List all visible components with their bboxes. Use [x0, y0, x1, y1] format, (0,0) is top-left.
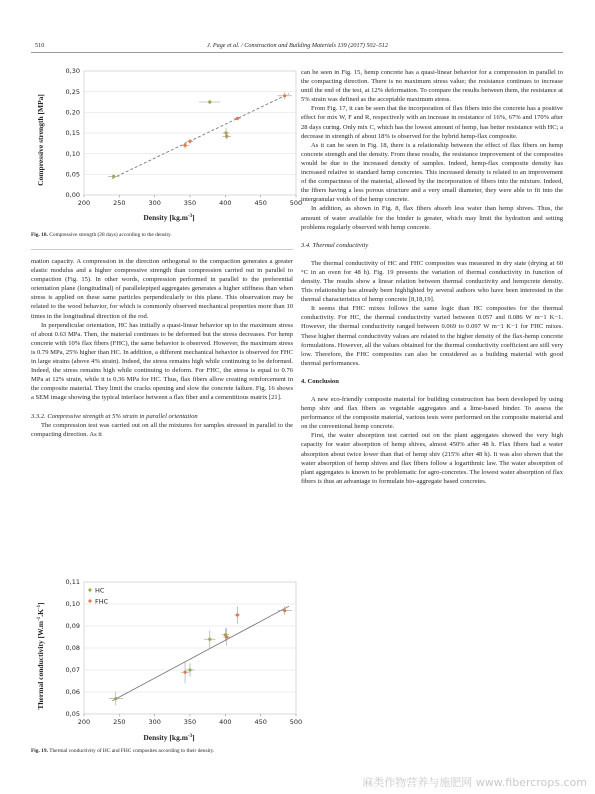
fig19-xtick-label: 250 — [113, 718, 126, 726]
section-4-heading: 4. Conclusion — [301, 377, 339, 385]
fig19-legend-marker — [88, 588, 91, 591]
fig18-caption — [31, 232, 293, 239]
right-para-7: A new eco-friendly composite material for building construction has been developed by using hemp shiv and flax fibers as vegetable aggregates and a lime-based binder. To assess the performance of the composite material, various tests were performed on the composite material and on the conventional hemp concrete. — [301, 396, 563, 431]
fig19-data-point — [208, 638, 211, 641]
fig19-caption-label: Fig. 19. — [31, 748, 48, 754]
fig19-ytick-label: 0,06 — [65, 688, 80, 697]
fig19-xtick-label: 300 — [148, 718, 161, 726]
fig18-data-point — [236, 117, 239, 120]
fig19-legend-label: HC — [95, 586, 105, 595]
right-column — [301, 68, 563, 486]
fig18-ytick-label: 0,10 — [65, 149, 80, 158]
right-para-2: From Fig. 17, it can be seen that the incorporation of flax fibers into the concrete has a positive effect for mix W, F and R, respectively with an increase in resistance of 16%, 67% and 170% after 28 days curing. Only mix C, which has the lowest amount of hemp, has better resistance with HC; a decrease in strength of about 18% is observed for the hybrid hemp-flax composite. — [301, 105, 563, 140]
page-number: 510 — [35, 42, 45, 49]
fig19-ylabel: Thermal conductivity $[W.m^{-1}.K^{-1}]$ — [36, 602, 45, 710]
fig18-ytick-label: 0,05 — [65, 170, 80, 179]
fig19-ytick-label: 0,08 — [65, 644, 80, 653]
fig19-xtick-label: 400 — [219, 718, 232, 726]
fig19-data-point — [236, 613, 239, 616]
fig18-data-point — [208, 100, 211, 103]
fig19-caption — [31, 748, 293, 755]
section-3-4-heading: 3.4. Thermal conductivity — [301, 241, 369, 249]
fig19-data-point — [283, 609, 286, 612]
right-para-3: As it can be seen in Fig. 18, there is a relationship between the effect of flax fibers on hemp concrete strength and the density. From these results, the resistance improvement of the composites would be due to the increased density of samples. Indeed, hemp-flax composite density has increased relative to standard hemp concretes. This increased density is related to an improvement of the compactness of the material, allowed by the incorporation of fibers into the mixture. Indeed, the fibers having a less porous structure and a very small diameter, they were able to fit into the intergranular voids of the hemp concrete. — [301, 141, 563, 204]
fig19-caption-block — [31, 748, 293, 755]
fig18-chart — [31, 60, 303, 224]
fig18-marks — [66, 67, 303, 207]
fig19-ytick-label: 0,09 — [65, 622, 80, 631]
fig18-ytick-label: 0,15 — [65, 129, 80, 138]
fig18-ylabel: Compressive strength [MPa] — [36, 94, 45, 186]
right-para-8: First, the water absorption test carried out on the plant aggregates showed the very high capacity for water absorption of hemp shives, almost 450% after 48 h. Flax fibers had a water absorption about twice lower than that of hemp shiv (215% after 48 h). It was also shown that the water absorption of hemp shives and flax fibers follow a logarithmic law. The water absorption of plant aggregates is known to be problematic for agro-concretes. The lowest water absorption of flax fibers is thus an advantage to formulate bio-aggregate based concretes. — [301, 432, 563, 485]
running-header: J. Page et al. / Construction and Building Materials 139 (2017) 502–512 — [207, 42, 388, 49]
fig19-ytick-label: 0,11 — [65, 578, 80, 587]
fig18-xtick-label: 300 — [148, 199, 161, 207]
fig19-data-point — [188, 668, 191, 671]
fig18-xtick-label: 250 — [113, 199, 126, 207]
fig19-data-point — [114, 697, 117, 700]
fig19-marks — [66, 578, 303, 726]
fig18-xtick-label: 450 — [254, 199, 267, 207]
fig18-xtick-label: 400 — [219, 199, 232, 207]
left-para-3: The compression test was carried out on all the mixtures for samples stressed in parallel to the compacting direction. As it — [31, 421, 293, 438]
fig18-ytick-label: 0,25 — [65, 87, 80, 96]
fig19-caption-text: Thermal conductivity of HC and FHC composites according to their density. — [49, 748, 215, 754]
fig19-data-point — [225, 635, 228, 638]
fig19-ytick-label: 0,05 — [65, 710, 80, 719]
watermark: 麻类作物营养与施肥网 www.fibercrops.com — [362, 776, 587, 789]
fig19-legend-marker — [88, 599, 91, 602]
fig19-xtick-label: 200 — [77, 718, 91, 726]
fig19-xlabel: Density $[kg.m^{-3}]$ — [143, 733, 195, 742]
fig18-xtick-label: 200 — [77, 199, 91, 207]
fig18-xlabel: Density $[kg.m^{-3}]$ — [143, 213, 195, 222]
fig19-chart — [31, 572, 303, 744]
fig18-data-point — [283, 94, 286, 97]
left-para-1: mation capacity. A compression in the direction orthogonal to the compaction generates a greater elastic modulus and a higher compressive strength than compression carried out in parallel to compaction (Fig. 15). In other words, compression performed in parallel to the preferential orientation plane (longitudinal) of parallelepiped aggregates generates a higher stiffness than when stress is applied on these same particles perpendicularly to this plane. This observation may be related to the wood behavior, for which is commonly observed mechanical properties more than 10 times in the longitudinal direction of the rod. — [31, 258, 293, 320]
fig18-ytick-label: 0,00 — [65, 191, 80, 200]
right-para-1: can be seen in Fig. 15, hemp concrete has a quasi-linear behavior for a compression in parallel to the compacting direction. There is no maximum stress value; the resistance continues to increase until the end of the test, at 12% deformation. To compare the results between them, the resistance at 5% strain was defined as the acceptable maximum stress. — [301, 69, 563, 104]
fig19-ytick-label: 0,10 — [65, 600, 80, 609]
fig19-plot — [31, 572, 303, 744]
fig18-data-point — [225, 135, 228, 138]
left-column — [31, 257, 293, 439]
header-rule — [31, 52, 563, 53]
fig19-xtick-label: 450 — [254, 718, 267, 726]
fig18-xtick-label: 500 — [289, 199, 303, 207]
fig18-plot — [31, 60, 303, 224]
fig19-legend-label: FHC — [95, 597, 109, 606]
fig18-data-point — [224, 131, 227, 134]
right-para-5: The thermal conductivity of HC and FHC composites was measured in dry state (drying at 60 °C in an oven for 48 h). Fig. 19 presents the variation of thermal conductivity in function of density. The results show a linear relation between thermal conductivity and hempcrete density. This relationship has already been highlighted by several authors who have been interested in the thermal characteristics of hemp concrete [8,18,19]. — [301, 259, 563, 304]
fig18-ytick-label: 0,20 — [65, 108, 80, 117]
fig18-caption-label: Fig. 18. — [31, 232, 48, 238]
fig18-rule — [31, 249, 293, 250]
fig18-data-point — [188, 140, 191, 143]
fig18-caption-block — [31, 232, 293, 239]
fig19-xtick-label: 500 — [289, 718, 303, 726]
right-para-4: In addition, as shown in Fig. 8, flax fibers absorb less water than hemp shives. Thus, the amount of water available for the binder is greater, which may limit the hydration and setting problems regularly observed with hemp concrete. — [301, 205, 563, 231]
fig19-data-point — [183, 671, 186, 674]
section-3-3-2-heading: 3.3.2. Compressive strength at 5% strain in parallel orientation — [31, 412, 198, 420]
fig18-ytick-label: 0,30 — [65, 67, 80, 76]
right-para-6: It seems that FHC mixes follows the same logic than HC composites for the thermal conductivity. For HC, the thermal conductivity varied between 0.057 and 0.086 W m−1 K−1. However, the thermal conductivity ranged between 0.069 to 0.097 W m−1 K−1 for FHC mixes. These higher thermal conductivity values are related to the higher density of the flax-hemp concrete formulations. However, all the values obtained for the thermal conductivity coefficient are still very low. Therefore, the FHC composites can also be considered as a building material with good thermal performances. — [301, 305, 563, 367]
fig19-ytick-label: 0,07 — [65, 666, 80, 675]
fig18-xtick-label: 350 — [183, 199, 197, 207]
left-para-2: In perpendicular orientation, HC has initially a quasi-linear behavior up to the maximum stress of about 0.63 MPa. Then, the material continues to be deformed but the stress decreases. For hemp concrete with 10% flax fibers (FHC), the same behavior is observed. However, the maximum stress is 0.79 MPa, 25% higher than HC. In addition, a different mechanical behavior is observed for FHC in large strains (above 4% strain). Indeed, the stress remains high while continuing to be deformed. Indeed, the stress remains high while continuing to deform. For FHC, the stress is equal to 0.76 MPa at 12% strain, while it is 0.36 MPa for HC. Thus, flax fibers allow creating reinforcement in the composite material. They limit the cracks opening and slow the concrete failure. Fig. 16 shows a SEM image showing the typical interface between a flax fiber and a cementitious matrix [21]. — [31, 321, 293, 402]
fig18-caption-text: Compressive strength (28 days) according to the density. — [49, 232, 172, 238]
fig18-data-point — [183, 144, 186, 147]
fig18-data-point — [112, 175, 115, 178]
fig19-xtick-label: 350 — [183, 718, 197, 726]
